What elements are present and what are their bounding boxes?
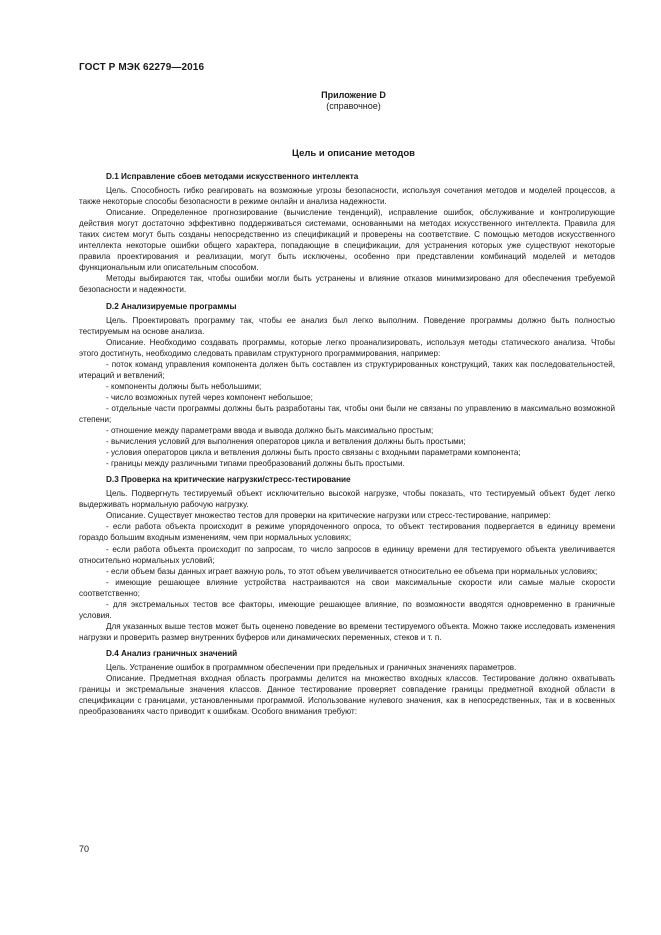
list-item: - отношение между параметрами ввода и вывода должно быть максимально простым; xyxy=(106,426,434,436)
paragraph: Методы выбираются так, чтобы ошибки могли быть устранены и влияние отказов минимизировано для обеспечения требуемой безопасности и надежности. xyxy=(79,274,615,295)
appendix-block xyxy=(0,90,661,112)
list-item: - компоненты должны быть небольшими; xyxy=(106,381,262,391)
paragraph: Описание. Существует множество тестов для проверки на критические нагрузки или стресс-тестирование, например: xyxy=(106,511,551,521)
list-item: - поток команд управления компонента должен быть составлен из структурированных конструкций, таких как последовательностей, итераций и ветвлений; xyxy=(79,359,615,380)
list-item: - вычисления условий для выполнения операторов цикла и ветвления должны быть простыми; xyxy=(106,437,466,447)
section-heading-d1: D.1 Исправление сбоев методами искусственного интеллекта xyxy=(106,172,359,181)
paragraph: Цель. Устранение ошибок в программном обеспечении при предельных и граничных значениях параметров. xyxy=(106,662,517,672)
requirements-list xyxy=(79,359,615,469)
paragraph: Для указанных выше тестов может быть оценено поведение во времени тестируемого объекта. Можно также исследовать изменения нагрузки и проверить размер внутренних буферов или динамических переменных, стеков и т. п. xyxy=(79,621,615,642)
main-title: Цель и описание методов xyxy=(292,148,415,159)
paragraph: Описание. Предметная входная область программы делится на множество входных классов. Тестирование должно охватывать границы и экстремальные значения классов. Данное тестирование проверяет совпадение границы предметной входной области в спецификации с границами, установленными программой. Использование нулевого значения, как в непосредственных, так и в косвенных преобразованиях часто приводит к ошибкам. Особого внимания требуют: xyxy=(79,674,615,717)
section-heading-d3: D.3 Проверка на критические нагрузки/стресс-тестирование xyxy=(106,475,351,485)
appendix-title: Приложение D xyxy=(321,90,386,100)
list-item: - для экстремальных тестов все факторы, имеющие решающее влияние, по возможности вводятся одновременно в граничные условия. xyxy=(79,599,615,620)
page-number: 70 xyxy=(79,844,90,854)
list-item: - имеющие решающее влияние устройства настраиваются на свои максимальные скорости или самые малые скорости соответственно; xyxy=(79,577,615,598)
list-item: - условия операторов цикла и ветвления должны быть просто связаны с входными параметрами компонента; xyxy=(106,448,521,458)
section-heading-d2: D.2 Анализируемые программы xyxy=(106,301,237,311)
list-item: - если работа объекта происходит по запросам, то число запросов в единицу времени для тестируемого объекта увеличивается относительно нормальных условий; xyxy=(79,544,615,565)
paragraph: Цель. Проектировать программу так, чтобы ее анализ был легко выполним. Поведение программы должно быть полностью тестируемым на основе анализа. xyxy=(79,315,615,336)
paragraph: Описание. Определенное прогнозирование (вычисление тенденций), исправление ошибок, обслуживание и контролирующие действия могут достаточно эффективно поддерживаться системами, основанными на методах искусственного интеллекта. Правила для таких систем могут быть созданы непосредственно из спецификаций и проверены на соответствие. С помощью методов искусственного интеллекта некоторые ошибки общего характера, попадающие в спецификации, для устранения которых уже существуют некоторые правила проектирования и реализации, могут быть исключены, особенно при представлении комбинаций моделей и методов функциональным или описательным способом. xyxy=(79,208,615,273)
list-item: - если объем базы данных играет важную роль, то этот объем увеличивается относительно ее объема при нормальных условиях; xyxy=(106,566,598,576)
list-item: - границы между различными типами преобразований должны быть простыми. xyxy=(106,459,405,469)
list-item: - если работа объекта происходит в режиме упорядоченного опроса, то объект тестирования подвергается в единицу времени гораздо большим входным изменениям, чем при нормальных условиях; xyxy=(79,522,615,543)
paragraph: Цель. Способность гибко реагировать на возможные угрозы безопасности, используя сочетания методов и моделей процессов, а также некоторые способы безопасности в режиме онлайн и анализа надежности. xyxy=(79,186,615,207)
document-body xyxy=(79,170,615,717)
list-item: - число возможных путей через компонент небольшое; xyxy=(106,392,313,402)
standard-header: ГОСТ Р МЭК 62279—2016 xyxy=(79,62,205,73)
appendix-subtitle: (справочное) xyxy=(326,101,381,111)
paragraph: Описание. Необходимо создавать программы, которые легко проанализировать, используя методы статического анализа. Чтобы этого достигнуть, необходимо следовать правилам структурного программирования, например: xyxy=(79,337,615,358)
list-item: - отдельные части программы должны быть разработаны так, чтобы они были не связаны по управлению в максимально возможной степени; xyxy=(79,403,615,424)
section-heading-d4: D.4 Анализ граничных значений xyxy=(106,648,238,658)
paragraph: Цель. Подвергнуть тестируемый объект исключительно высокой нагрузке, чтобы показать, что тестируемый объект будет легко выдерживать нормальную рабочую нагрузку. xyxy=(79,489,615,510)
test-types-list xyxy=(79,521,615,620)
